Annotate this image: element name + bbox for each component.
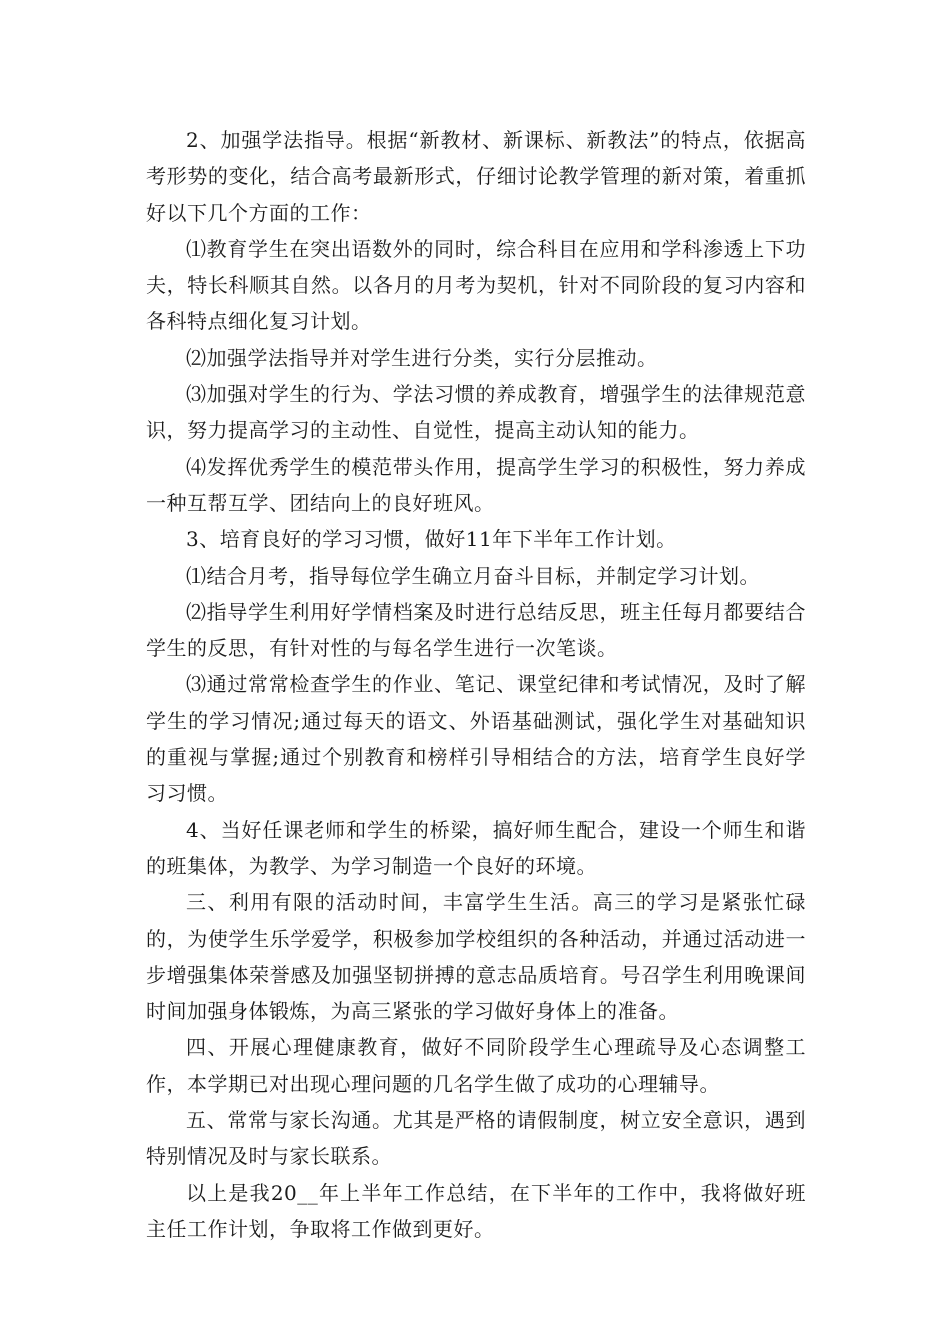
paragraph-mental-health: 四、开展心理健康教育，做好不同阶段学生心理疏导及心态调整工作，本学期已对出现心理问题的几名学生做了成功的心理辅导。 [146, 1035, 806, 1096]
paragraph-habits-item-3: ⑶通过常常检查学生的作业、笔记、课堂纪律和考试情况，及时了解学生的学习情况;通过每天的语文、外语基础测试，强化学生对基础知识的重视与掌握;通过个别教育和榜样引导相结合的方法，培育学生良好学习习惯。 [146, 672, 806, 806]
paragraph-conclusion: 以上是我20__年上半年工作总结，在下半年的工作中，我将做好班主任工作计划，争取将工作做到更好。 [146, 1180, 806, 1241]
paragraph-teacher-bridge: 4、当好任课老师和学生的桥梁，搞好师生配合，建设一个师生和谐的班集体，为教学、为学习制造一个良好的环境。 [146, 817, 806, 878]
paragraph-item-3: ⑶加强对学生的行为、学法习惯的养成教育，增强学生的法律规范意识，努力提高学习的主动性、自觉性，提高主动认知的能力。 [146, 382, 806, 443]
paragraph-study-habits: 3、培育良好的学习习惯，做好11年下半年工作计划。 [186, 527, 677, 552]
document-body [146, 122, 806, 1247]
paragraph-parent-communication: 五、常常与家长沟通。尤其是严格的请假制度，树立安全意识，遇到特别情况及时与家长联系。 [146, 1108, 806, 1169]
paragraph-habits-item-2: ⑵指导学生利用好学情档案及时进行总结反思，班主任每月都要结合学生的反思，有针对性的与每名学生进行一次笔谈。 [146, 599, 806, 661]
paragraph-item-2: ⑵加强学法指导并对学生进行分类，实行分层推动。 [186, 345, 658, 370]
paragraph-item-1: ⑴教育学生在突出语数外的同时，综合科目在应用和学科渗透上下功夫，特长科顺其自然。以各月的月考为契机，针对不同阶段的复习内容和各科特点细化复习计划。 [146, 236, 806, 334]
paragraph-habits-item-1: ⑴结合月考，指导每位学生确立月奋斗目标，并制定学习计划。 [186, 563, 760, 588]
paragraph-study-guidance: 2、加强学法指导。根据“新教材、新课标、新教法”的特点，依据高考形势的变化，结合高考最新形式，仔细讨论教学管理的新对策，着重抓好以下几个方面的工作： [146, 128, 806, 225]
paragraph-activities: 三、利用有限的活动时间，丰富学生生活。高三的学习是紧张忙碌的，为使学生乐学爱学，积极参加学校组织的各种活动，并通过活动进一步增强集体荣誉感及加强坚韧拼搏的意志品质培育。号召学生利用晚课间时间加强身体锻炼，为高三紧张的学习做好身体上的准备。 [146, 890, 806, 1024]
paragraph-item-4: ⑷发挥优秀学生的模范带头作用，提高学生学习的积极性，努力养成一种互帮互学、团结向上的良好班风。 [146, 454, 806, 515]
